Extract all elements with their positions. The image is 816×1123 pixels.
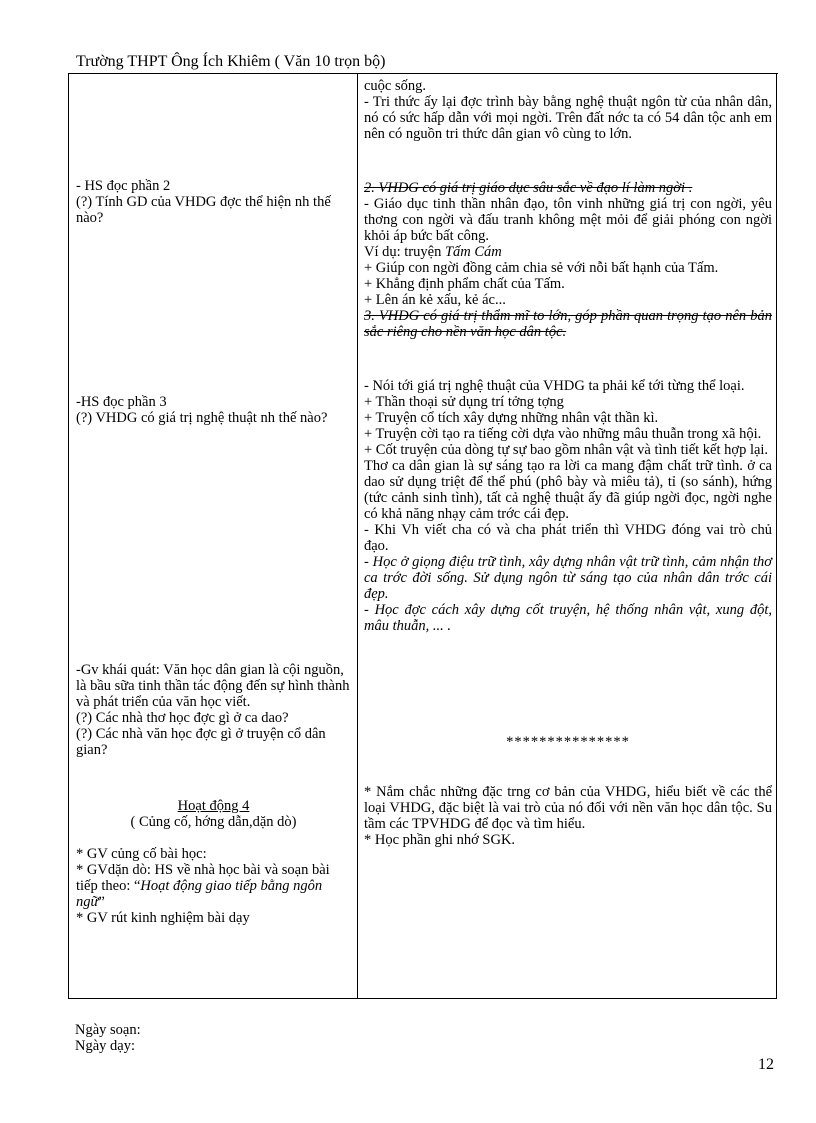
column-divider (357, 74, 358, 998)
left-line: * GV củng cố bài học: (76, 846, 207, 862)
example-label: Ví dụ: truyện (364, 244, 445, 260)
section-heading-3: 3. VHDG có giá trị thẩm mĩ to lớn, góp phần quan trọng tạo nên bản sắc riêng cho nền văn học dân tộc. (364, 308, 772, 340)
left-line: (?) VHDG có giá trị nghệ thuật nh thế nào? (76, 410, 328, 426)
footer-dates (75, 1022, 141, 1054)
right-line: * Nắm chắc những đặc trng cơ bản của VHDG, hiểu biết về các thể loại VHDG, đặc biệt là vai trò của nó đối với nền văn học dân tộc. Su tầm các TPVHDG để đọc và tìm hiểu. (364, 784, 772, 832)
left-line: (?) Tính GD của VHDG đợc thể hiện nh thế nào? (76, 194, 331, 226)
left-line-text: * GVdặn dò: HS về nhà học bài và soạn bài tiếp theo: “ (76, 862, 330, 894)
left-activity-4 (76, 798, 351, 926)
left-line: -HS đọc phần 3 (76, 394, 167, 410)
activity-title: Hoạt động 4 (177, 798, 250, 814)
right-line: Thơ ca dân gian là sự sáng tạo ra lời ca mang đậm chất trữ tình. ở ca dao sử dụng triệt để thể phú (phô bày và miêu tả), tỉ (so sánh), hứng (tức cảnh sinh tình), tất cả nghệ thuật ấy đã giúp ngời đọc, ngời nghe có khả năng nhạy cảm trớc cái đẹp. (364, 458, 772, 522)
right-line: + Truyện cời tạo ra tiếng cời dựa vào những mâu thuẫn trong xã hội. (364, 426, 762, 442)
right-line: cuộc sống. (364, 78, 427, 94)
right-line: - Nói tới giá trị nghệ thuật của VHDG ta phải kể tới từng thể loại. (364, 378, 745, 394)
date-taught: Ngày dạy: (75, 1038, 135, 1054)
next-lesson-title: Hoạt động giao tiếp bằng ngôn ngữ (76, 878, 323, 910)
example-title: Tấm Cám (444, 244, 502, 260)
left-line: -Gv khái quát: Văn học dân gian là cội nguồn, là bầu sữa tinh thần tác động đến sự hình thành và phát triển của văn học viết. (76, 662, 350, 710)
left-line: (?) Các nhà thơ học đợc gì ở ca dao? (76, 710, 289, 726)
page-header: Trường THPT Ông Ích Khiêm ( Văn 10 trọn bộ) (76, 53, 386, 70)
right-part-1 (364, 78, 772, 142)
right-line: + Giúp con ngời đồng cảm chia sẻ với nỗi bất hạnh của Tấm. (364, 260, 719, 276)
right-line: + Khẳng định phẩm chất của Tấm. (364, 276, 565, 292)
right-part-3 (364, 378, 772, 634)
left-summary (76, 662, 351, 758)
right-line (364, 244, 772, 260)
star-separator: *************** (506, 734, 630, 750)
right-line: + Lên án kẻ xấu, kẻ ác... (364, 292, 506, 308)
right-line: + Cốt truyện của dòng tự sự bao gồm nhân vật và tình tiết kết hợp lại. (364, 442, 769, 458)
section-heading-2: 2. VHDG có giá trị giáo dục sâu sắc về đạo lí làm ngời . (364, 180, 693, 196)
page-number: 12 (758, 1056, 774, 1073)
left-section-2 (76, 178, 351, 226)
date-prepared: Ngày soạn: (75, 1022, 141, 1038)
left-line (76, 862, 351, 910)
left-section-3 (76, 394, 351, 426)
lesson-table (68, 74, 777, 999)
right-line: - Giáo dục tinh thần nhân đạo, tôn vinh những giá trị con ngời, yêu thơng con ngời và đấu tranh không mệt mỏi để giải phóng con ngời khỏi áp bức bất công. (364, 196, 772, 244)
left-line: - HS đọc phần 2 (76, 178, 171, 194)
left-line: (?) Các nhà văn học đợc gì ở truyện cổ dân gian? (76, 726, 326, 758)
right-line: * Học phần ghi nhớ SGK. (364, 832, 516, 848)
right-part-4 (364, 784, 772, 848)
right-line: + Truyện cổ tích xây dựng những nhân vật thần kì. (364, 410, 659, 426)
right-part-2 (364, 180, 772, 340)
spacer (76, 830, 351, 846)
right-line: - Khi Vh viết cha có và cha phát triển thì VHDG đóng vai trò chủ đạo. (364, 522, 772, 554)
right-line: - Tri thức ấy lại đợc trình bày bằng nghệ thuật ngôn từ của nhân dân, nó có sức hấp dẫn với mọi ngời. Trên đất nớc ta có 54 dân tộc anh em nên có nguồn tri thức dân gian vô cùng to lớn. (364, 94, 772, 142)
left-line: * GV rút kinh nghiệm bài dạy (76, 910, 250, 926)
activity-subtitle: ( Củng cố, hớng dẫn,dặn dò) (130, 814, 297, 830)
right-line: + Thần thoại sử dụng trí tởng tợng (364, 394, 564, 410)
quote-close: ” (98, 894, 105, 910)
right-italic-line: - Học ở giọng điệu trữ tình, xây dựng nhân vật trữ tình, cảm nhận thơ ca trớc đời sống. Sử dụng ngôn từ sáng tạo của nhân dân trớc cái đẹp. (364, 554, 772, 602)
right-italic-line: - Học đợc cách xây dựng cốt truyện, hệ thống nhân vật, xung đột, mâu thuẫn, ... . (364, 602, 772, 634)
